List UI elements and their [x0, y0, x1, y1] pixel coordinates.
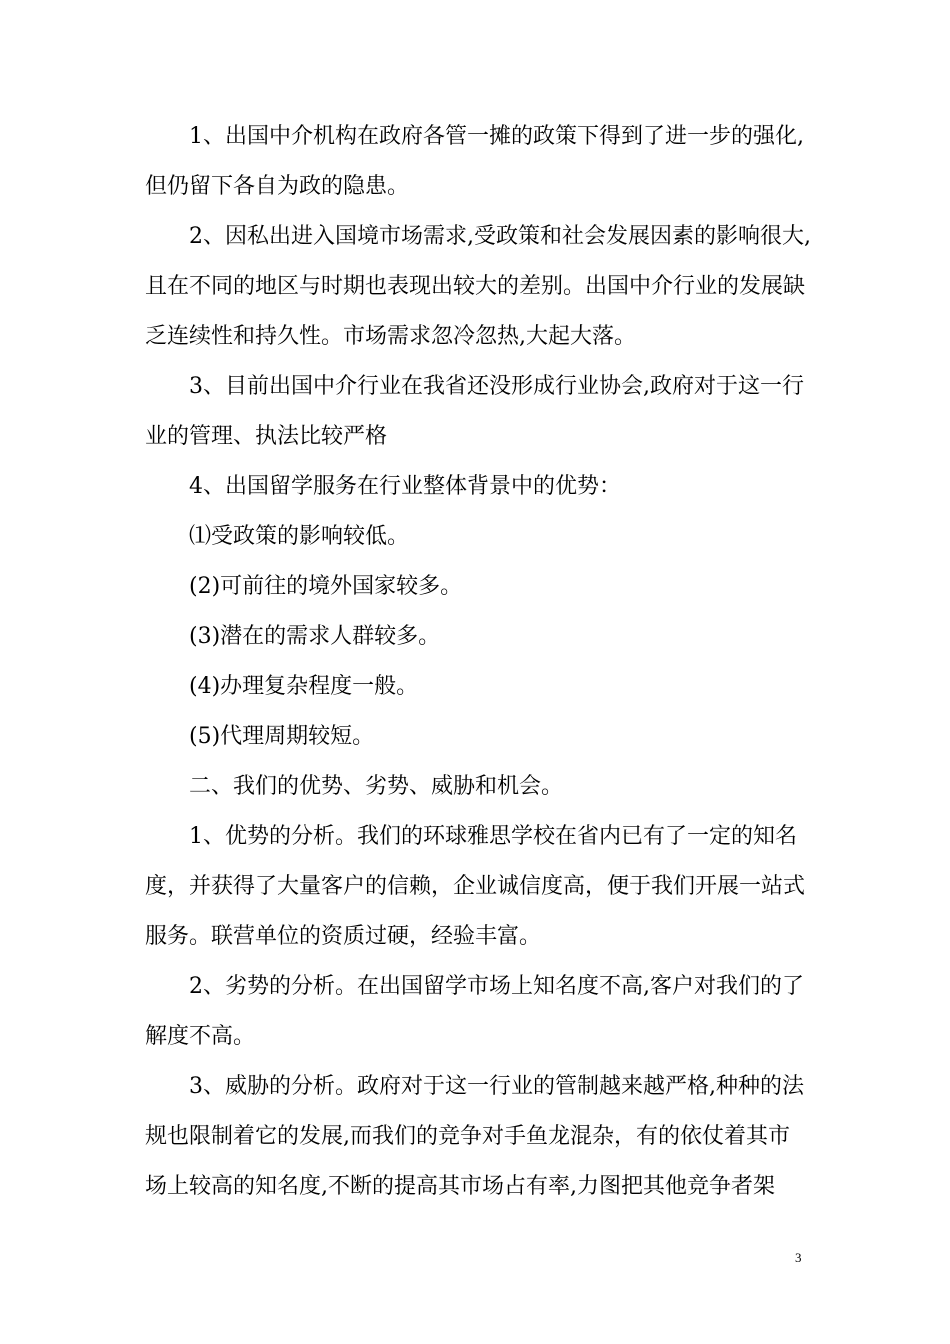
text-line: 1、出国中介机构在政府各管一摊的政策下得到了进一步的强化, — [145, 124, 804, 149]
text-line: (3)潜在的需求人群较多。 — [145, 624, 441, 649]
list-item-2 — [145, 562, 805, 612]
page-number: 3 — [795, 1250, 802, 1265]
text-line: 二、我们的优势、劣势、威胁和机会。 — [145, 774, 564, 799]
paragraph-weaknesses — [145, 962, 805, 1062]
text-line: 1、优势的分析。我们的环球雅思学校在省内已有了一定的知名 — [145, 824, 797, 849]
text-line: 度，并获得了大量客户的信赖，企业诚信度高，便于我们开展一站式 — [145, 874, 806, 899]
text-line: 2、劣势的分析。在出国留学市场上知名度不高,客户对我们的了 — [145, 974, 804, 999]
text-line: 且在不同的地区与时期也表现出较大的差别。出国中介行业的发展缺 — [145, 274, 806, 299]
paragraph-1 — [145, 112, 805, 212]
text-line: (4)办理复杂程度一般。 — [145, 674, 419, 699]
text-line: 解度不高。 — [145, 1024, 256, 1049]
text-line: (2)可前往的境外国家较多。 — [145, 574, 463, 599]
paragraph-3 — [145, 362, 805, 462]
list-item-4 — [145, 662, 805, 712]
section-heading — [145, 762, 805, 812]
paragraph-2 — [145, 212, 811, 362]
paragraph-threats — [145, 1062, 805, 1212]
text-line: (5)代理周期较短。 — [145, 724, 375, 749]
text-line: 业的管理、执法比较严格 — [145, 424, 388, 449]
list-item-1 — [145, 512, 805, 562]
list-item-3 — [145, 612, 805, 662]
text-line: 3、威胁的分析。政府对于这一行业的管制越来越严格,种种的法 — [145, 1074, 804, 1099]
text-line: 服务。联营单位的资质过硬，经验丰富。 — [145, 924, 542, 949]
text-line: 场上较高的知名度,不断的提高其市场占有率,力图把其他竞争者架 — [145, 1174, 775, 1199]
text-line: 3、目前出国中介行业在我省还没形成行业协会,政府对于这一行 — [145, 374, 804, 399]
list-item-5 — [145, 712, 805, 762]
text-line: ⑴受政策的影响较低。 — [145, 524, 410, 549]
text-line: 2、因私出进入国境市场需求,受政策和社会发展因素的影响很大, — [145, 224, 811, 249]
text-line: 4、出国留学服务在行业整体背景中的优势： — [145, 474, 621, 499]
text-line: 但仍留下各自为政的隐患。 — [145, 174, 410, 199]
text-line: 规也限制着它的发展,而我们的竞争对手鱼龙混杂，有的依仗着其市 — [145, 1124, 790, 1149]
paragraph-strengths — [145, 812, 805, 962]
paragraph-4 — [145, 462, 805, 512]
text-line: 乏连续性和持久性。市场需求忽冷忽热,大起大落。 — [145, 324, 636, 349]
